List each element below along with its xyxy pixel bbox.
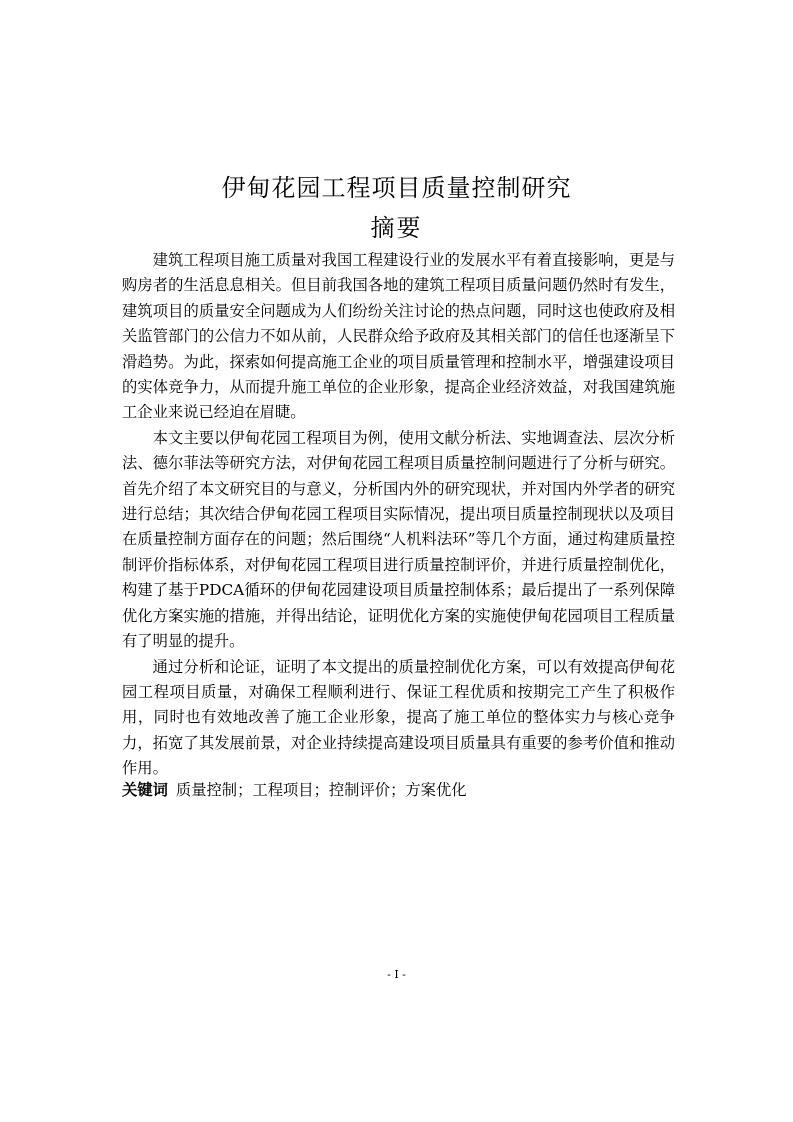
keywords-text: 质量控制；工程项目；控制评价；方案优化 — [175, 781, 467, 799]
abstract-paragraph-1: 建筑工程项目施工质量对我国工程建设行业的发展水平有着直接影响，更是与购房者的生活息息相关。但目前我国各地的建筑工程项目质量问题仍然时有发生，建筑项目的质量安全问题成为人们纷纷关注讨论的热点问题，同时这也使政府及相关监管部门的公信力不如从前，人民群众给予政府及其相关部门的信任也逐渐呈下滑趋势。为此，探索如何提高施工企业的项目质量管理和控制水平，增强建设项目的实体竞争力，从而提升施工单位的企业形象，提高企业经济效益，对我国建筑施工企业来说已经迫在眉睫。 — [122, 251, 675, 422]
abstract-body — [122, 248, 675, 782]
abstract-heading: 摘要 — [370, 214, 423, 242]
abstract-paragraph-2: 本文主要以伊甸花园工程项目为例，使用文献分析法、实地调查法、层次分析法、德尔菲法等研究方法，对伊甸花园工程项目质量控制问题进行了分析与研究。首先介绍了本文研究目的与意义，分析国内外的研究现状，并对国内外学者的研究进行总结；其次结合伊甸花园工程项目实际情况，提出项目质量控制现状以及项目在质量控制方面存在的问题；然后围绕“人机料法环”等几个方面，通过构建质量控制评价指标体系，对伊甸花园工程项目进行质量控制评价，并进行质量控制优化，构建了基于PDCA循环的伊甸花园建设项目质量控制体系；最后提出了一系列保障优化方案实施的措施，并得出结论，证明优化方案的实施使伊甸花园项目工程质量有了明显的提升。 — [122, 428, 675, 651]
abstract-paragraph-3: 通过分析和论证，证明了本文提出的质量控制优化方案，可以有效提高伊甸花园工程项目质量，对确保工程顺利进行、保证工程优质和按期完工产生了积极作用，同时也有效地改善了施工企业形象，提高了施工单位的整体实力与核心竞争力，拓宽了其发展前景，对企业持续提高建设项目质量具有重要的参考价值和推动作用。 — [122, 657, 675, 778]
page-number: - I - — [387, 968, 406, 981]
keywords-line — [122, 778, 675, 803]
keywords-label: 关键词 — [122, 781, 168, 799]
document-title: 伊甸花园工程项目质量控制研究 — [221, 174, 572, 202]
